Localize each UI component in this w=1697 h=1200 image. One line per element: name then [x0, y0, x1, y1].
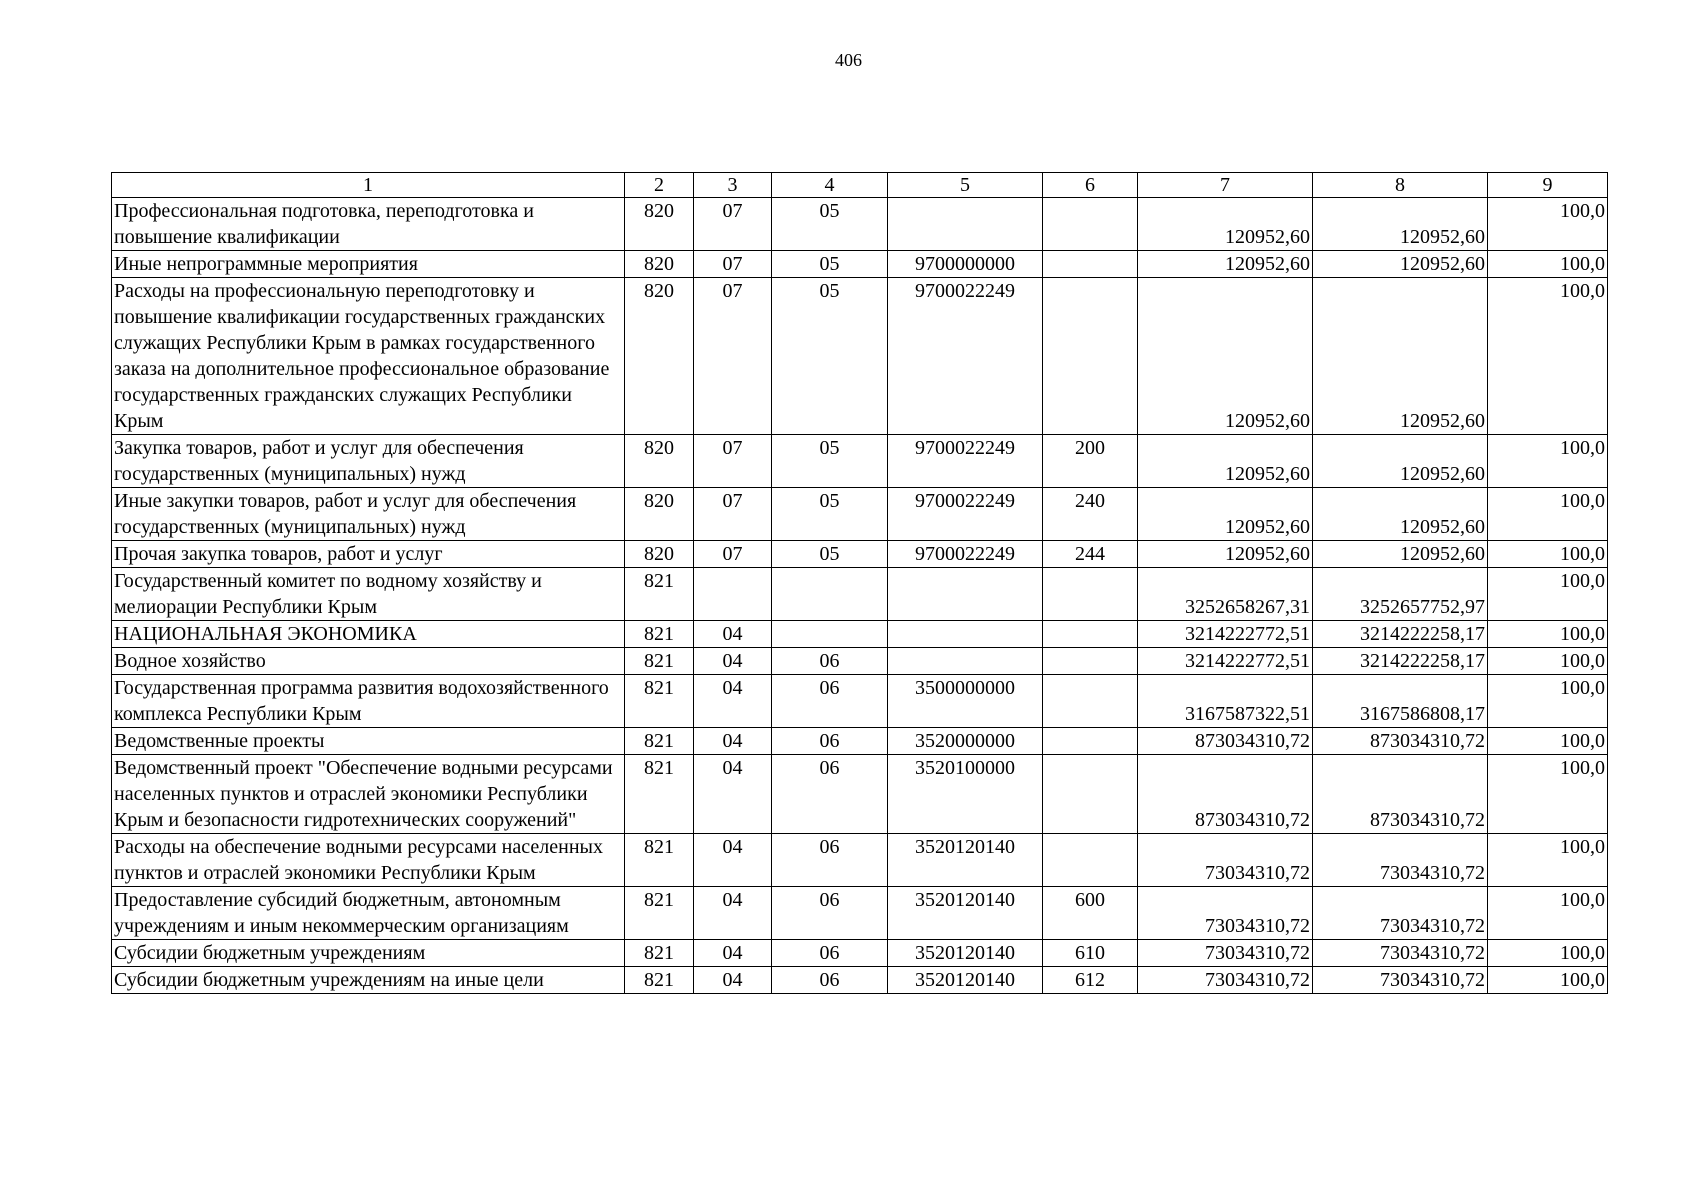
row-planned-amount-cell: 73034310,72 — [1138, 940, 1313, 967]
column-number-7: 7 — [1138, 173, 1313, 198]
table-row — [112, 940, 1608, 967]
table-row — [112, 488, 1608, 541]
table-row — [112, 648, 1608, 675]
row-section-cell: 04 — [694, 621, 772, 648]
row-actual-amount-cell: 120952,60 — [1313, 488, 1488, 541]
row-percent-cell: 100,0 — [1488, 967, 1608, 994]
row-actual-amount-cell: 3214222258,17 — [1313, 648, 1488, 675]
row-ved-cell: 821 — [625, 887, 694, 940]
row-percent-cell: 100,0 — [1488, 940, 1608, 967]
table-body — [112, 173, 1608, 994]
row-planned-amount-cell: 120952,60 — [1138, 435, 1313, 488]
row-name-cell: Субсидии бюджетным учреждениям на иные цели — [112, 967, 625, 994]
column-number-6: 6 — [1043, 173, 1138, 198]
row-expense-type-cell — [1043, 834, 1138, 887]
row-ved-cell: 821 — [625, 648, 694, 675]
row-ved-cell: 821 — [625, 967, 694, 994]
row-actual-amount-cell: 120952,60 — [1313, 278, 1488, 435]
row-actual-amount-cell: 120952,60 — [1313, 541, 1488, 568]
column-number-8: 8 — [1313, 173, 1488, 198]
row-target-article-cell: 9700022249 — [888, 488, 1043, 541]
row-expense-type-cell: 244 — [1043, 541, 1138, 568]
row-actual-amount-cell: 120952,60 — [1313, 435, 1488, 488]
table-row — [112, 568, 1608, 621]
table-row — [112, 728, 1608, 755]
row-name-cell: Закупка товаров, работ и услуг для обеспечения государственных (муниципальных) нужд — [112, 435, 625, 488]
column-number-1: 1 — [112, 173, 625, 198]
row-planned-amount-cell: 3252658267,31 — [1138, 568, 1313, 621]
row-planned-amount-cell: 873034310,72 — [1138, 728, 1313, 755]
row-actual-amount-cell: 73034310,72 — [1313, 887, 1488, 940]
row-planned-amount-cell: 120952,60 — [1138, 198, 1313, 251]
row-expense-type-cell — [1043, 755, 1138, 834]
row-section-cell — [694, 568, 772, 621]
table-row — [112, 834, 1608, 887]
row-percent-cell: 100,0 — [1488, 435, 1608, 488]
column-number-2: 2 — [625, 173, 694, 198]
row-section-cell: 04 — [694, 887, 772, 940]
table-row — [112, 621, 1608, 648]
row-expense-type-cell — [1043, 278, 1138, 435]
row-ved-cell: 820 — [625, 541, 694, 568]
table-row — [112, 967, 1608, 994]
row-target-article-cell: 9700022249 — [888, 278, 1043, 435]
row-expense-type-cell — [1043, 621, 1138, 648]
table-row — [112, 198, 1608, 251]
row-planned-amount-cell: 3214222772,51 — [1138, 621, 1313, 648]
row-subsection-cell: 06 — [772, 834, 888, 887]
row-subsection-cell: 06 — [772, 967, 888, 994]
table-row — [112, 755, 1608, 834]
row-ved-cell: 821 — [625, 755, 694, 834]
row-percent-cell: 100,0 — [1488, 488, 1608, 541]
row-actual-amount-cell: 3214222258,17 — [1313, 621, 1488, 648]
row-expense-type-cell: 600 — [1043, 887, 1138, 940]
page-number: 406 — [835, 50, 862, 70]
row-target-article-cell: 3520120140 — [888, 887, 1043, 940]
row-ved-cell: 820 — [625, 198, 694, 251]
row-subsection-cell — [772, 568, 888, 621]
row-name-cell: Предоставление субсидий бюджетным, автономным учреждениям и иным некоммерческим организациям — [112, 887, 625, 940]
row-subsection-cell: 06 — [772, 755, 888, 834]
row-name-cell: Расходы на профессиональную переподготовку и повышение квалификации государственных гражданских служащих Республики Крым в рамках государственного заказа на дополнительное профессиональное образование государственных гражданских служащих Республики Крым — [112, 278, 625, 435]
row-subsection-cell: 05 — [772, 541, 888, 568]
row-percent-cell: 100,0 — [1488, 675, 1608, 728]
row-actual-amount-cell: 873034310,72 — [1313, 755, 1488, 834]
row-percent-cell: 100,0 — [1488, 834, 1608, 887]
row-ved-cell: 821 — [625, 621, 694, 648]
row-ved-cell: 821 — [625, 675, 694, 728]
row-expense-type-cell — [1043, 675, 1138, 728]
row-name-cell: Ведомственные проекты — [112, 728, 625, 755]
row-percent-cell: 100,0 — [1488, 621, 1608, 648]
row-name-cell: Субсидии бюджетным учреждениям — [112, 940, 625, 967]
row-planned-amount-cell: 120952,60 — [1138, 251, 1313, 278]
row-expense-type-cell: 200 — [1043, 435, 1138, 488]
row-subsection-cell: 05 — [772, 278, 888, 435]
row-ved-cell: 820 — [625, 278, 694, 435]
budget-table — [111, 172, 1608, 994]
row-planned-amount-cell: 120952,60 — [1138, 488, 1313, 541]
row-target-article-cell: 3500000000 — [888, 675, 1043, 728]
row-section-cell: 04 — [694, 940, 772, 967]
row-actual-amount-cell: 120952,60 — [1313, 198, 1488, 251]
row-planned-amount-cell: 120952,60 — [1138, 278, 1313, 435]
row-ved-cell: 820 — [625, 435, 694, 488]
row-percent-cell: 100,0 — [1488, 728, 1608, 755]
row-section-cell: 04 — [694, 675, 772, 728]
row-subsection-cell: 06 — [772, 675, 888, 728]
row-ved-cell: 820 — [625, 251, 694, 278]
row-ved-cell: 821 — [625, 568, 694, 621]
row-subsection-cell: 06 — [772, 648, 888, 675]
row-percent-cell: 100,0 — [1488, 568, 1608, 621]
row-section-cell: 07 — [694, 541, 772, 568]
row-subsection-cell: 05 — [772, 198, 888, 251]
row-name-cell: Государственная программа развития водохозяйственного комплекса Республики Крым — [112, 675, 625, 728]
row-subsection-cell: 05 — [772, 435, 888, 488]
row-section-cell: 04 — [694, 967, 772, 994]
row-ved-cell: 821 — [625, 834, 694, 887]
row-name-cell: Водное хозяйство — [112, 648, 625, 675]
row-name-cell: Профессиональная подготовка, переподготовка и повышение квалификации — [112, 198, 625, 251]
row-expense-type-cell: 240 — [1043, 488, 1138, 541]
column-number-4: 4 — [772, 173, 888, 198]
row-expense-type-cell — [1043, 728, 1138, 755]
row-planned-amount-cell: 73034310,72 — [1138, 967, 1313, 994]
row-percent-cell: 100,0 — [1488, 541, 1608, 568]
row-name-cell: Иные закупки товаров, работ и услуг для обеспечения государственных (муниципальных) нужд — [112, 488, 625, 541]
column-number-3: 3 — [694, 173, 772, 198]
row-actual-amount-cell: 873034310,72 — [1313, 728, 1488, 755]
table-row — [112, 887, 1608, 940]
row-name-cell: Расходы на обеспечение водными ресурсами населенных пунктов и отраслей экономики Республики Крым — [112, 834, 625, 887]
row-target-article-cell: 3520120140 — [888, 967, 1043, 994]
row-section-cell: 07 — [694, 435, 772, 488]
row-planned-amount-cell: 3214222772,51 — [1138, 648, 1313, 675]
table-row — [112, 278, 1608, 435]
row-percent-cell: 100,0 — [1488, 278, 1608, 435]
row-name-cell: Иные непрограммные мероприятия — [112, 251, 625, 278]
row-target-article-cell: 9700022249 — [888, 435, 1043, 488]
table-row — [112, 435, 1608, 488]
row-target-article-cell: 9700022249 — [888, 541, 1043, 568]
row-actual-amount-cell: 3252657752,97 — [1313, 568, 1488, 621]
row-target-article-cell: 3520100000 — [888, 755, 1043, 834]
row-expense-type-cell — [1043, 251, 1138, 278]
row-target-article-cell — [888, 621, 1043, 648]
table-row — [112, 675, 1608, 728]
table-row — [112, 541, 1608, 568]
row-actual-amount-cell: 73034310,72 — [1313, 940, 1488, 967]
row-target-article-cell: 3520000000 — [888, 728, 1043, 755]
row-percent-cell: 100,0 — [1488, 755, 1608, 834]
row-ved-cell: 820 — [625, 488, 694, 541]
row-subsection-cell: 06 — [772, 728, 888, 755]
row-actual-amount-cell: 120952,60 — [1313, 251, 1488, 278]
row-target-article-cell: 3520120140 — [888, 834, 1043, 887]
row-subsection-cell: 06 — [772, 887, 888, 940]
row-actual-amount-cell: 73034310,72 — [1313, 834, 1488, 887]
row-planned-amount-cell: 3167587322,51 — [1138, 675, 1313, 728]
row-percent-cell: 100,0 — [1488, 887, 1608, 940]
row-planned-amount-cell: 873034310,72 — [1138, 755, 1313, 834]
row-actual-amount-cell: 3167586808,17 — [1313, 675, 1488, 728]
row-name-cell: Прочая закупка товаров, работ и услуг — [112, 541, 625, 568]
row-name-cell: НАЦИОНАЛЬНАЯ ЭКОНОМИКА — [112, 621, 625, 648]
row-expense-type-cell — [1043, 568, 1138, 621]
row-name-cell: Государственный комитет по водному хозяйству и мелиорации Республики Крым — [112, 568, 625, 621]
row-section-cell: 07 — [694, 251, 772, 278]
row-section-cell: 07 — [694, 278, 772, 435]
row-planned-amount-cell: 120952,60 — [1138, 541, 1313, 568]
row-percent-cell: 100,0 — [1488, 198, 1608, 251]
row-section-cell: 07 — [694, 198, 772, 251]
row-subsection-cell — [772, 621, 888, 648]
row-ved-cell: 821 — [625, 940, 694, 967]
row-planned-amount-cell: 73034310,72 — [1138, 834, 1313, 887]
table-row — [112, 251, 1608, 278]
row-section-cell: 07 — [694, 488, 772, 541]
row-section-cell: 04 — [694, 728, 772, 755]
row-section-cell: 04 — [694, 834, 772, 887]
row-section-cell: 04 — [694, 755, 772, 834]
column-number-5: 5 — [888, 173, 1043, 198]
column-number-9: 9 — [1488, 173, 1608, 198]
row-expense-type-cell: 612 — [1043, 967, 1138, 994]
row-name-cell: Ведомственный проект "Обеспечение водными ресурсами населенных пунктов и отраслей экономики Республики Крым и безопасности гидротехнических сооружений" — [112, 755, 625, 834]
row-target-article-cell — [888, 648, 1043, 675]
row-target-article-cell — [888, 568, 1043, 621]
row-target-article-cell: 9700000000 — [888, 251, 1043, 278]
row-subsection-cell: 06 — [772, 940, 888, 967]
row-section-cell: 04 — [694, 648, 772, 675]
row-target-article-cell: 3520120140 — [888, 940, 1043, 967]
row-percent-cell: 100,0 — [1488, 648, 1608, 675]
row-subsection-cell: 05 — [772, 488, 888, 541]
row-expense-type-cell: 610 — [1043, 940, 1138, 967]
row-percent-cell: 100,0 — [1488, 251, 1608, 278]
row-expense-type-cell — [1043, 198, 1138, 251]
row-target-article-cell — [888, 198, 1043, 251]
row-actual-amount-cell: 73034310,72 — [1313, 967, 1488, 994]
column-number-row — [112, 173, 1608, 198]
row-ved-cell: 821 — [625, 728, 694, 755]
row-subsection-cell: 05 — [772, 251, 888, 278]
row-expense-type-cell — [1043, 648, 1138, 675]
row-planned-amount-cell: 73034310,72 — [1138, 887, 1313, 940]
